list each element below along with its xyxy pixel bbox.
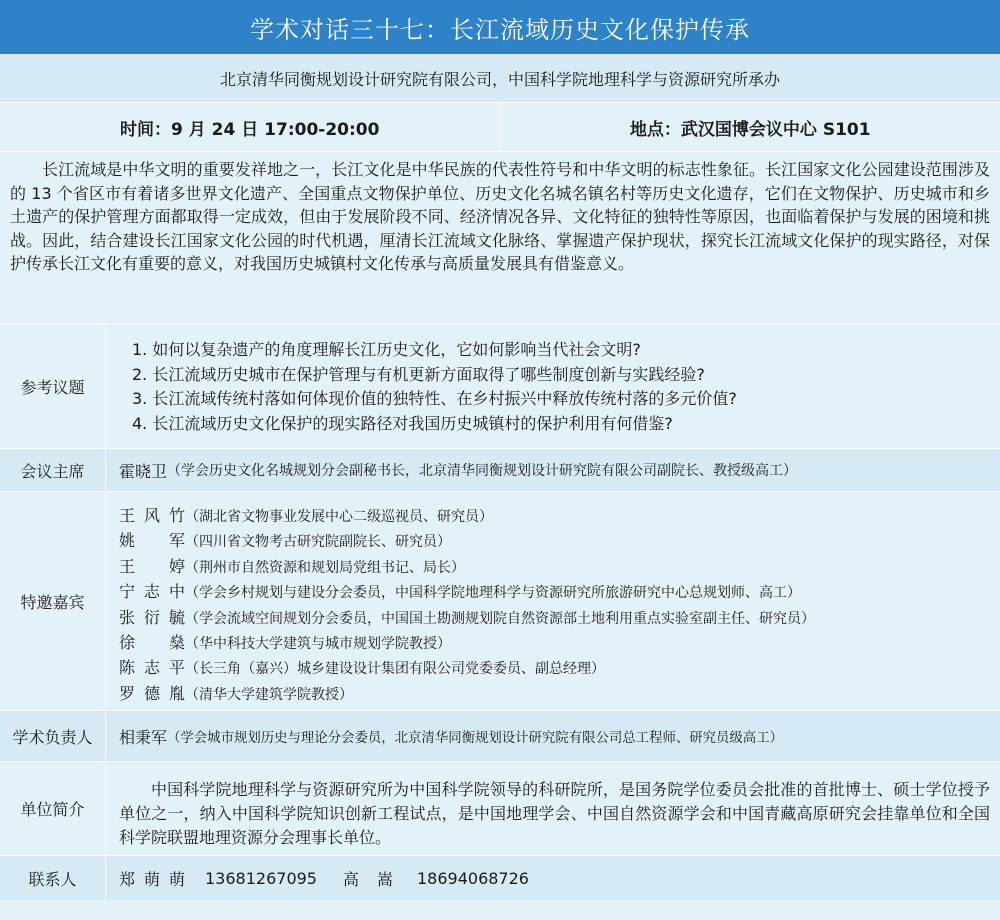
- guest-item: [119, 631, 1000, 656]
- topics-row: [0, 324, 1000, 449]
- guest-desc: （华中科技大学建筑与城市规划学院教授）: [185, 636, 451, 653]
- academic-lead-label: 学术负责人: [0, 711, 106, 761]
- organizer-line: 北京清华同衡规划设计研究院有限公司，中国科学院地理科学与资源研究所承办: [0, 54, 1000, 103]
- unit-intro-label: 单位简介: [0, 762, 106, 855]
- guest-item: [119, 555, 1000, 580]
- event-time: 时间：9 月 24 日 17:00-20:00: [0, 103, 501, 151]
- contact-phone: 18694068726: [416, 868, 529, 888]
- contact-content: [106, 856, 1000, 900]
- academic-lead-row: [0, 711, 1000, 762]
- chair-desc: （学会历史文化名城规划分会副秘书长，北京清华同衡规划设计研究院有限公司副院长、教授级高工）: [167, 463, 798, 479]
- guest-name: 罗德胤: [119, 683, 185, 703]
- topic-item: 4. 长江流域历史文化保护的现实路径对我国历史城镇村的保护利用有何借鉴?: [132, 413, 673, 433]
- chair-label: 会议主席: [0, 449, 106, 491]
- topic-item: 3. 长江流域传统村落如何体现价值的独特性、在乡村振兴中释放传统村落的多元价值?: [132, 389, 737, 408]
- contact-name: 郑萌萌: [119, 869, 185, 889]
- topic-item: 1. 如何以复杂遗产的角度理解长江历史文化，它如何影响当代社会文明?: [132, 340, 641, 359]
- contact-label: 联系人: [0, 856, 106, 900]
- guest-desc: （湖北省文物事业发展中心二级巡视员、研究员）: [185, 509, 493, 525]
- contact-phone: 13681267095: [205, 868, 317, 888]
- guest-item: [119, 606, 1000, 631]
- event-place: 地点：武汉国博会议中心 S101: [629, 119, 871, 140]
- guest-name: 王风竹: [119, 506, 185, 525]
- guest-desc: （四川省文物考古研究院副院长、研究员）: [185, 534, 451, 551]
- academic-lead-name: 相秉军: [119, 727, 168, 747]
- guest-item: [119, 656, 1000, 681]
- guests-row: [0, 492, 1000, 711]
- guest-name: 王婷: [119, 556, 185, 576]
- chair-content: [106, 449, 1000, 491]
- unit-intro-text: 中国科学院地理科学与资源研究所为中国科学院领导的科研院所，是国务院学位委员会批准的首批博士、硕士学位授予单位之一，纳入中国科学院知识创新工程试点，是中国地理学会、中国自然资源学会和中国青藏高原研究会挂靠单位和全国科学院联盟地理资源分会理事长单位。: [119, 780, 990, 847]
- guest-item: [119, 504, 1000, 529]
- guest-desc: （长三角（嘉兴）城乡建设设计集团有限公司党委委员、副总经理）: [185, 661, 605, 678]
- guest-name: 张衍毓: [119, 607, 185, 627]
- topic-item: 2. 长江流域历史城市在保护管理与有机更新方面取得了哪些制度创新与实践经验?: [132, 364, 705, 384]
- guest-desc: （学会乡村规划与建设分会委员，中国科学院地理科学与资源研究所旅游研究中心总规划师、高工）: [185, 585, 801, 602]
- guests-list: [106, 492, 1000, 710]
- guest-name: 宁志中: [119, 582, 185, 602]
- topics-label: 参考议题: [0, 324, 106, 448]
- guest-name: 徐燊: [119, 633, 185, 653]
- academic-lead-desc: （学会城市规划历史与理论分会委员，北京清华同衡规划设计研究院有限公司总工程师、研究员级高工）: [167, 730, 783, 746]
- academic-lead-content: [106, 711, 1000, 761]
- guest-name: 姚军: [119, 531, 185, 551]
- page-title: 学术对话三十七：长江流域历史文化保护传承: [0, 0, 1000, 54]
- unit-intro-row: [0, 762, 1000, 856]
- topics-list: [106, 324, 1000, 448]
- contact-row: [0, 856, 1000, 900]
- guest-name: 陈志平: [119, 658, 185, 678]
- chair-row: [0, 449, 1000, 492]
- guest-item: [119, 580, 1000, 605]
- guest-desc: （清华大学建筑学院教授）: [185, 686, 353, 703]
- chair-name: 霍晓卫: [119, 461, 168, 481]
- guest-desc: （学会流域空间规划分会委员，中国国土勘测规划院自然资源部土地利用重点实验室副主任、研究员）: [185, 610, 815, 627]
- time-place-row: [0, 103, 1000, 152]
- guest-desc: （荆州市自然资源和规划局党组书记、局长）: [185, 559, 465, 576]
- guests-label: 特邀嘉宾: [0, 492, 106, 710]
- guest-item: [119, 529, 1000, 554]
- contact-name: 高嵩: [342, 869, 393, 889]
- intro-paragraph: 长江流域是中华文明的重要发祥地之一，长江文化是中华民族的代表性符号和中华文明的标志性象征。长江国家文化公园建设范围涉及的 13 个省区市有着诸多世界文化遗产、全国重点文物保护单位、历史文化名城名镇名村等历史文化遗存，它们在文物保护、历史城市和乡土遗产的保护管理方面都取得一定成效，但由于发展阶段不同、经济情况各异、文化特征的独特性等原因，也面临着保护与发展的困境和挑战。因此，结合建设长江国家文化公园的时代机遇，厘清长江流域文化脉络、掌握遗产保护现状，探究长江流域文化保护的现实路径，对保护传承长江文化有重要的意义，对我国历史城镇村文化传承与高质量发展具有借鉴意义。: [0, 152, 1000, 324]
- guest-item: [119, 682, 1000, 707]
